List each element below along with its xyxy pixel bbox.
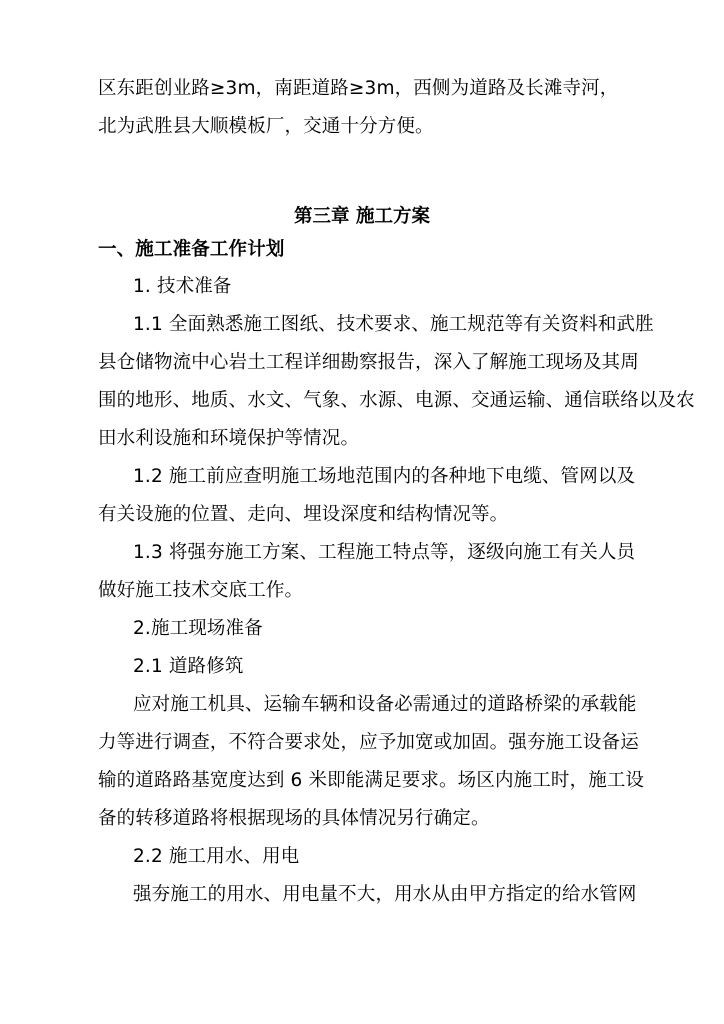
paragraph-line: 田水利设施和环境保护等情况。 (98, 428, 360, 449)
intro-line-1: 区东距创业路≥3m，南距道路≥3m，西侧为道路及长滩寺河， (98, 78, 619, 99)
paragraph-line: 应对施工机具、运输车辆和设备必需通过的道路桥梁的承载能 (133, 694, 637, 715)
paragraph-line: 备的转移道路将根据现场的具体情况另行确定。 (98, 808, 490, 829)
section-heading-1: 一、施工准备工作计划 (98, 239, 285, 260)
subsection-heading-technical-prep: 1. 技术准备 (133, 276, 232, 297)
subsection-heading-water-power: 2.2 施工用水、用电 (133, 846, 300, 867)
paragraph-line: 强夯施工的用水、用电量不大，用水从由甲方指定的给水管网 (133, 884, 637, 905)
chapter-title: 第三章 施工方案 (294, 206, 430, 227)
paragraph-line: 输的道路路基宽度达到 6 米即能满足要求。场区内施工时，施工设 (98, 770, 645, 791)
intro-line-2: 北为武胜县大顺模板厂，交通十分方便。 (98, 116, 434, 137)
paragraph-line: 1.1 全面熟悉施工图纸、技术要求、施工规范等有关资料和武胜 (133, 314, 654, 335)
paragraph-line: 1.2 施工前应查明施工场地范围内的各种地下电缆、管网以及 (133, 466, 636, 487)
paragraph-line: 围的地形、地质、水文、气象、水源、电源、交通运输、通信联络以及农 (98, 390, 695, 411)
paragraph-line: 县仓储物流中心岩土工程详细勘察报告，深入了解施工现场及其周 (98, 352, 639, 373)
subsection-heading-road: 2.1 道路修筑 (133, 656, 244, 677)
paragraph-line: 1.3 将强夯施工方案、工程施工特点等，逐级向施工有关人员 (133, 542, 636, 563)
paragraph-line: 做好施工技术交底工作。 (98, 580, 304, 601)
paragraph-line: 力等进行调查，不符合要求处，应予加宽或加固。强夯施工设备运 (98, 732, 639, 753)
paragraph-line: 有关设施的位置、走向、埋设深度和结构情况等。 (98, 504, 509, 525)
subsection-heading-site-prep: 2.施工现场准备 (133, 618, 263, 639)
